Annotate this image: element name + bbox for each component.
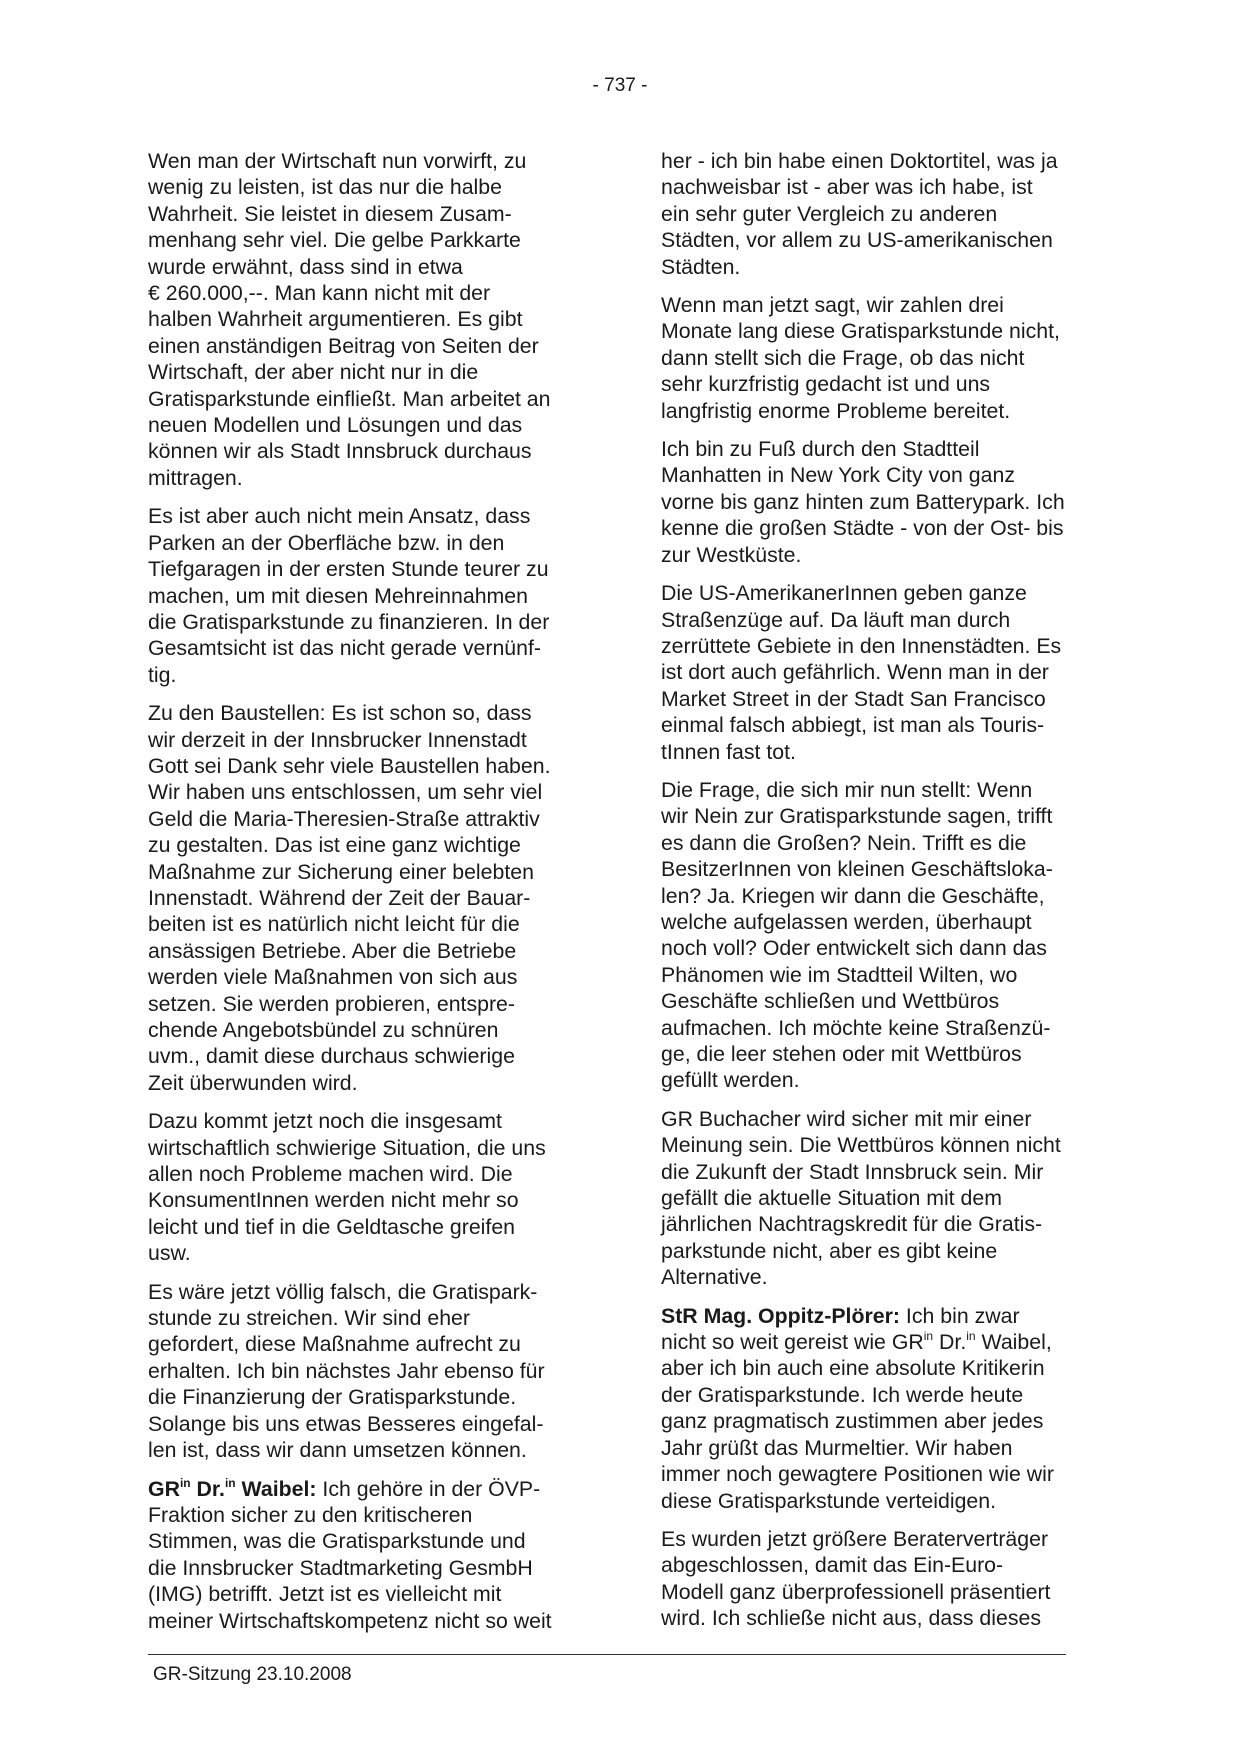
text-line: erhalten. Ich bin nächstes Jahr ebenso für [148,1358,545,1383]
text-line: ist dort auch gefährlich. Wenn man in der [661,660,1049,685]
text-line: machen, um mit diesen Mehreinnahmen [148,583,528,608]
text-line: Parken an der Oberfläche bzw. in den [148,530,505,555]
text-line: nachweisbar ist - aber was ich habe, ist [661,175,1033,200]
text-line: halben Wahrheit argumentieren. Es gibt [148,307,523,332]
text-line: Dazu kommt jetzt noch die insgesamt [148,1109,502,1134]
text-line: gefüllt werden. [661,1068,800,1093]
text-line: Die Frage, die sich mir nun stellt: Wenn [661,777,1033,802]
paragraph [148,1108,588,1266]
text-line: wirtschaftlich schwierige Situation, die uns [148,1135,546,1160]
text-line: tig. [148,662,177,687]
speaker-paragraph-oppitz [661,1303,1101,1514]
left-column [148,148,588,1646]
text-line: Jahr grüßt das Murmeltier. Wir haben [661,1435,1013,1460]
text-line: ein sehr guter Vergleich zu anderen [661,201,998,226]
text-line: KonsumentInnen werden nicht mehr so [148,1188,519,1213]
paragraph [148,503,588,688]
text-line: BesitzerInnen von kleinen Geschäftsloka- [661,857,1053,882]
text-line: usw. [148,1241,191,1266]
text-line: abgeschlossen, damit das Ein-Euro- [661,1553,1004,1578]
text-line: dann stellt sich die Frage, ob das nicht [661,345,1025,370]
text-line: Es ist aber auch nicht mein Ansatz, dass [148,504,531,529]
text-line: her - ich bin habe einen Doktortitel, was ja [661,149,1058,173]
text-line: allen noch Probleme machen wird. Die [148,1162,513,1187]
text-line: Geld die Maria-Theresien-Straße attraktiv [148,806,540,831]
text-line: leicht und tief in die Geldtasche greifen [148,1214,516,1239]
text-line: Modell ganz überprofessionell präsentiert [661,1579,1051,1604]
page-number: - 737 - [592,75,648,96]
text-line: Wirtschaft, der aber nicht nur in die [148,360,479,385]
text-line: sehr kurzfristig gedacht ist und uns [661,372,991,397]
text-line: uvm., damit diese durchaus schwierige [148,1044,515,1069]
paragraph [661,580,1101,765]
text-line: Es wurden jetzt größere Beraterverträger [661,1526,1049,1551]
text-line: Wahrheit. Sie leistet in diesem Zusam- [148,201,512,226]
text-line: Straßenzüge auf. Da läuft man durch [661,607,1011,632]
text-line: menhang sehr viel. Die gelbe Parkkarte [148,228,521,253]
speaker-line: StR Mag. Oppitz-Plörer: Ich bin zwar [661,1303,1020,1328]
paragraph [148,1279,588,1464]
text-line: aufmachen. Ich möchte keine Straßenzü- [661,1015,1051,1040]
text-line: vorne bis ganz hinten zum Batterypark. Ich [661,489,1065,514]
speaker-line-2: nicht so weit gereist wie $GR^{in}$ Dr.$^{in}$ Waibel, [661,1329,1052,1355]
text-line: gefordert, diese Maßnahme aufrecht zu [148,1332,521,1357]
text-line: welche aufgelassen werden, überhaupt [661,909,1032,934]
text-line: beiten ist es natürlich nicht leicht für die [148,912,520,937]
footer-text: GR-Sitzung 23.10.2008 [153,1664,352,1685]
text-line: diese Gratisparkstunde verteidigen. [661,1488,997,1513]
text-line: wenig zu leisten, ist das nur die halbe [148,175,502,200]
paragraph [661,148,1101,280]
text-line: jährlichen Nachtragskredit für die Gratis- [661,1212,1043,1237]
text-line: Gratisparkstunde einfließt. Man arbeitet an [148,386,551,411]
text-line: Wir haben uns entschlossen, um sehr viel [148,780,543,805]
text-line: tInnen fast tot. [661,739,796,764]
speaker-name: $GR^{in}$ Dr.$^{in}$ Waibel: [148,1475,317,1501]
text-line: len ist, dass wir dann umsetzen können. [148,1438,527,1463]
paragraph [661,436,1101,568]
text-line: chende Angebotsbündel zu schnüren [148,1018,499,1042]
text-line: parkstunde nicht, aber es gibt keine [661,1238,998,1263]
text-line: (IMG) betrifft. Jetzt ist es vielleicht mit [148,1582,502,1607]
text-line: Stimmen, was die Gratisparkstunde und [148,1529,526,1554]
text-line: der Gratisparkstunde. Ich werde heute [661,1382,1024,1407]
text-line: mittragen. [148,465,243,490]
text-line: Es wäre jetzt völlig falsch, die Gratispark- [148,1279,538,1304]
footer-divider [148,1654,1066,1655]
text-line: Städten, vor allem zu US-amerikanischen [661,228,1053,253]
speaker-line: $GR^{in}$ Dr.$^{in}$ Waibel: Ich gehöre in der ÖVP- [148,1475,541,1501]
text-line: Monate lang diese Gratisparkstunde nicht, [661,319,1060,344]
text-line: die Gratisparkstunde zu finanzieren. In der [148,609,550,634]
text-line: Gott sei Dank sehr viele Baustellen haben. [148,753,551,778]
text-line: € 260.000,--. Man kann nicht mit der [148,281,491,306]
text-line: Phänomen wie im Stadtteil Wilten, wo [661,962,1018,987]
text-line: kenne die großen Städte - von der Ost- bis [661,516,1064,541]
text-line: GR Buchacher wird sicher mit mir einer [661,1106,1032,1131]
text-line: noch voll? Oder entwickelt sich dann das [661,936,1047,961]
paragraph [661,1106,1101,1291]
text-line: immer noch gewagtere Positionen wie wir [661,1462,1054,1487]
text-line: Meinung sein. Die Wettbüros können nicht [661,1133,1061,1158]
text-line: meiner Wirtschaftskompetenz nicht so weit [148,1608,552,1633]
text-line: Wenn man jetzt sagt, wir zahlen drei [661,293,1004,318]
text-line: setzen. Sie werden probieren, entspre- [148,991,515,1016]
text-line: einmal falsch abbiegt, ist man als Touris- [661,713,1045,738]
text-line: ganz pragmatisch zustimmen aber jedes [661,1409,1044,1434]
text-line: gefällt die aktuelle Situation mit dem [661,1186,1002,1211]
text-line: ansässigen Betriebe. Aber die Betriebe [148,938,517,963]
text-line: zu gestalten. Das ist eine ganz wichtige [148,833,521,858]
text-line: können wir als Stadt Innsbruck durchaus [148,439,532,464]
text-line: Tiefgaragen in der ersten Stunde teurer zu [148,557,549,582]
text-line: Städten. [661,254,741,279]
text-line: zur Westküste. [661,542,802,567]
text-line: aber ich bin auch eine absolute Kritikerin [661,1356,1045,1381]
text-line: Fraktion sicher zu den kritischeren [148,1502,473,1527]
text-line: Manhatten in New York City von ganz [661,463,1015,488]
speaker-name: StR Mag. Oppitz-Plörer: [661,1303,900,1328]
text-line: langfristig enorme Probleme bereitet. [661,398,1011,423]
text-line: zerrüttete Gebiete in den Innenstädten. Es [661,633,1062,658]
text-line: Solange bis uns etwas Besseres eingefal- [148,1411,544,1436]
text-line: Ich bin zu Fuß durch den Stadtteil [661,437,980,462]
text-line: Innenstadt. Während der Zeit der Bauar- [148,885,531,910]
right-column [661,148,1101,1644]
speaker-paragraph-waibel [148,1476,588,1634]
text-line: Alternative. [661,1265,768,1290]
text-line: Die US-AmerikanerInnen geben ganze [661,581,1027,606]
text-line: es dann die Großen? Nein. Trifft es die [661,830,1027,855]
text-line: Geschäfte schließen und Wettbüros [661,989,1000,1014]
paragraph [148,148,588,491]
text-line: Zu den Baustellen: Es ist schon so, dass [148,701,532,726]
text-line: werden viele Maßnahmen von sich aus [148,965,518,990]
text-line: die Innsbrucker Stadtmarketing GesmbH [148,1555,533,1580]
text-line: die Finanzierung der Gratisparkstunde. [148,1385,517,1410]
text-line: Market Street in der Stadt San Francisco [661,686,1046,711]
text-line: einen anständigen Beitrag von Seiten der [148,333,539,358]
text-line: Wen man der Wirtschaft nun vorwirft, zu [148,149,527,173]
text-line: len? Ja. Kriegen wir dann die Geschäfte, [661,883,1045,908]
text-line: neuen Modellen und Lösungen und das [148,413,523,438]
text-line: wird. Ich schließe nicht aus, dass dieses [661,1606,1041,1631]
paragraph [661,777,1101,1094]
text-line: Zeit überwunden wird. [148,1070,358,1095]
text-line: ge, die leer stehen oder mit Wettbüros [661,1042,1022,1066]
text-line: wir Nein zur Gratisparkstunde sagen, trifft [661,804,1053,829]
paragraph [661,1526,1101,1632]
paragraph [661,292,1101,424]
paragraph [148,700,588,1096]
text-line: Gesamtsicht ist das nicht gerade vernünf- [148,636,541,661]
text-line: wir derzeit in der Innsbrucker Innenstadt [148,727,527,752]
text-line: die Zukunft der Stadt Innsbruck sein. Mir [661,1159,1044,1184]
text-line: stunde zu streichen. Wir sind eher [148,1306,470,1331]
text-line: wurde erwähnt, dass sind in etwa [148,254,463,279]
text-line: Maßnahme zur Sicherung einer belebten [148,859,534,884]
